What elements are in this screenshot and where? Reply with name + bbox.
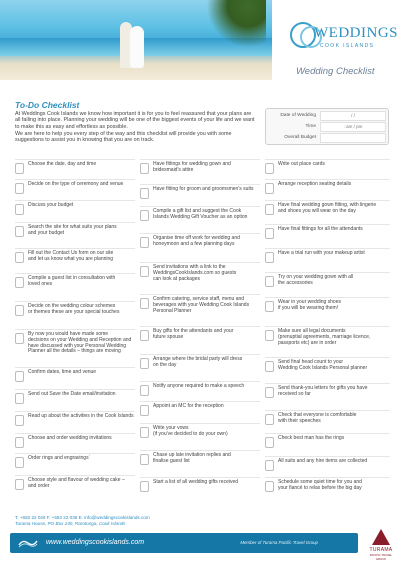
checklist-item [140, 326, 260, 349]
checkbox[interactable] [140, 358, 149, 369]
todo-title: To-Do Checklist [15, 100, 80, 110]
checkbox[interactable] [140, 481, 149, 492]
checklist-item [140, 184, 260, 207]
turama-name: TURAMA [369, 547, 393, 553]
checklist-item-label: Fill out the Contact Us form on our site and let us know what you are planning [28, 250, 114, 262]
wave-logo-icon [18, 538, 38, 548]
checkbox[interactable] [265, 163, 274, 174]
website-link[interactable]: www.weddingscookislands.com [46, 539, 145, 546]
checklist-item [15, 222, 135, 245]
checklist-item [265, 297, 390, 320]
checkbox[interactable] [140, 266, 149, 277]
checklist-item [15, 475, 135, 498]
checkbox[interactable] [265, 228, 274, 239]
checkbox[interactable] [140, 385, 149, 396]
checklist-item-label: Compile a guest list in consultation with loved ones [28, 275, 116, 287]
checkbox[interactable] [15, 204, 24, 215]
checklist-item-label: Make sure all legal documents (prenuptial agreements, marriage licence, passports etc) are in order [278, 328, 371, 346]
checkbox[interactable] [15, 226, 24, 237]
checklist-item-label: Organise time off work for wedding and honeymoon and a few planning days [153, 235, 240, 247]
checkbox[interactable] [140, 427, 149, 438]
checklist-item-label: Send thank-you letters for gifts you have received so far [278, 385, 368, 397]
checklist-item-label: Choose style and flavour of wedding cake – and order [28, 477, 125, 489]
checkbox[interactable] [140, 298, 149, 309]
checklist-item [15, 179, 135, 202]
checklist-item-label: Send invitations with a link to the WeddingsCookIslands.com so guests can look at packages [153, 264, 237, 282]
checklist-item [140, 206, 260, 229]
checkbox[interactable] [265, 252, 274, 263]
checklist-item [15, 248, 135, 271]
brand-name: WEDDINGS [314, 25, 398, 41]
checkbox[interactable] [265, 460, 274, 471]
checklist-item-label: Have final wedding gown fitting, with lingerie and shoes you will wear on the day [278, 202, 377, 214]
checklist-item [140, 423, 260, 446]
member-text: Member of Turama Pacific Travel Group [240, 540, 318, 545]
checkbox[interactable] [140, 210, 149, 221]
checkbox[interactable] [265, 183, 274, 194]
checklist-item [140, 477, 260, 500]
checklist-item [15, 329, 135, 355]
checkbox[interactable] [15, 333, 24, 344]
checklist-item-label: Search the site for what suits your plans and your budget [28, 224, 117, 236]
checklist-item [265, 410, 390, 433]
checklist-item [140, 233, 260, 256]
checklist-item-label: Schedule some quiet time for you and your fiancé to relax before the big day [278, 479, 362, 491]
checklist-item [140, 401, 260, 424]
checklist-item-label: Write your vows (if you've decided to do your own) [153, 425, 228, 437]
checklist-item-label: Check best man has the rings [278, 435, 345, 441]
checklist-item [15, 200, 135, 223]
checkbox[interactable] [265, 437, 274, 448]
checklist-item-label: Start a list of all wedding gifts received [153, 479, 239, 485]
checkbox[interactable] [140, 188, 149, 199]
checklist-item-label: Decide on the wedding colour schemes or themes these are your special touches [28, 303, 120, 315]
budget-label: Overall Budget [284, 135, 316, 140]
checklist-item-label: Have fittings for wedding gown and bridesmaid's attire [153, 161, 231, 173]
checklist-item-label: Have fitting for groom and groomsmen's suits [153, 186, 254, 192]
checklist-item-label: Try on your wedding gown with all the accessories [278, 274, 354, 286]
checklist-item-label: Write out place cards [278, 161, 325, 167]
checklist-item [140, 159, 260, 182]
checklist-item-label: Appoint an MC for the reception [153, 403, 224, 409]
checklist-item [15, 367, 135, 390]
checklist-item [15, 273, 135, 296]
time-label: Time [305, 124, 316, 129]
address-line: Turama House, PO Box 240, Rarotonga, Cook Islands [15, 520, 126, 526]
checkbox[interactable] [140, 454, 149, 465]
turama-logo [366, 529, 396, 561]
checklist-item-label: Buy gifts for the attendants and your future spouse [153, 328, 234, 340]
checklist-item-label: Confirm dates, time and venue [28, 369, 97, 375]
checkbox[interactable] [15, 437, 24, 448]
contact-line: T. +682 22 026 F. +682 22 036 E. info@weddingscookislands.com [15, 515, 150, 520]
date-field[interactable]: / / [320, 111, 386, 121]
checklist-item-label: Arrange reception seating details [278, 181, 352, 187]
checklist-item-label: By now you would have made some decisions on your Wedding and Reception and have discussed with your Personal Wedding Planner all the details – things are moving [28, 331, 132, 355]
checklist-item [265, 477, 390, 500]
checklist-item-label: Have a trial run with your makeup artist [278, 250, 365, 256]
checklist-item-label: Chase up late invitation replies and finalise guest list [153, 452, 231, 464]
checkbox[interactable] [15, 457, 24, 468]
checkbox[interactable] [265, 330, 274, 341]
checklist-item [265, 272, 390, 295]
checklist-item-label: Choose and order wedding invitations [28, 435, 112, 441]
document-title: Wedding Checklist [296, 66, 375, 77]
checkbox[interactable] [15, 183, 24, 194]
checkbox[interactable] [15, 371, 24, 382]
checklist-item-label: Choose the date, day and time [28, 161, 97, 167]
intro-paragraph: We are here to help you every step of the way and this checklist will provide you with some suggestions to assist you in knowing that you are on track. [15, 130, 232, 144]
checklist-item [265, 456, 390, 479]
checklist-item [265, 357, 390, 380]
checklist-item [265, 224, 390, 247]
checklist-item-label: Send out Save the Date email/invitation [28, 391, 116, 397]
time-field[interactable]: : am / pm [320, 122, 386, 132]
checkbox[interactable] [15, 393, 24, 404]
checkbox[interactable] [15, 163, 24, 174]
checkbox[interactable] [265, 361, 274, 372]
checkbox[interactable] [15, 277, 24, 288]
checklist-item [265, 179, 390, 202]
checklist-item-label: Order rings and engravings` [28, 455, 91, 461]
checklist-item [15, 301, 135, 324]
checklist-item [140, 262, 260, 285]
checklist-item-label: Read up about the activities in the Cook Islands [28, 413, 134, 419]
checklist-item [265, 326, 390, 349]
contact-details [15, 515, 150, 526]
checklist-item [140, 294, 260, 317]
checklist-item [15, 411, 135, 434]
checkbox[interactable] [265, 276, 274, 287]
checkbox[interactable] [140, 330, 149, 341]
date-label: Date of Wedding [280, 113, 316, 118]
checklist-item-label: All suits and any hire items are collected [278, 458, 368, 464]
checklist-item-label: Send final head count to your Wedding Cook Islands Personal planner [278, 359, 368, 371]
checkbox[interactable] [265, 301, 274, 312]
checklist-item-label: Check that everyone is comfortable with their speeches [278, 412, 357, 424]
checkbox[interactable] [15, 305, 24, 316]
checkbox[interactable] [15, 252, 24, 263]
checklist-item [265, 248, 390, 271]
checklist-item [140, 354, 260, 377]
checklist-item-label: Compile a gift list and suggest the Cook Islands Wedding Gift Voucher as an option [153, 208, 248, 220]
checklist-item [265, 200, 390, 223]
checklist-item-label: Confirm catering, service staff, menu and beverages with your Wedding Cook Islands Personal Planner [153, 296, 250, 314]
checklist-item-label: Notify anyone required to make a speech [153, 383, 245, 389]
checkbox[interactable] [15, 415, 24, 426]
turama-mark-icon [372, 529, 390, 545]
checklist-item-label: Discuss your budget [28, 202, 74, 208]
checklist-item [265, 433, 390, 456]
checkbox[interactable] [140, 163, 149, 174]
checkbox[interactable] [265, 414, 274, 425]
checklist-item-label: Wear in your wedding shoes if you will be wearing them! [278, 299, 341, 311]
checklist-item [15, 453, 135, 476]
checkbox[interactable] [265, 387, 274, 398]
brand-tagline: COOK ISLANDS [320, 43, 375, 49]
checklist-item-label: Decide on the type of ceremony and venue [28, 181, 124, 187]
turama-sub: PACIFIC TRAVEL GROUP [369, 553, 393, 561]
footer-bar [10, 533, 358, 553]
checklist-item-label: Have final fittings for all the attendants [278, 226, 363, 232]
checklist-item-label: Arrange where the bridal party will dress on the day [153, 356, 243, 368]
checkbox[interactable] [265, 204, 274, 215]
checklist-item [140, 450, 260, 473]
checklist-item [265, 383, 390, 406]
checkbox[interactable] [15, 479, 24, 490]
checkbox[interactable] [140, 405, 149, 416]
checklist-item [15, 389, 135, 412]
intro-paragraph: At Weddings Cook Islands we know how important it is for you to feel reassured that your plans are all falling into place. Planning your wedding will be one of the biggest events of your life and we want to make this as easy and effortless as possible. [15, 111, 255, 130]
checkbox[interactable] [265, 481, 274, 492]
checkbox[interactable] [140, 237, 149, 248]
